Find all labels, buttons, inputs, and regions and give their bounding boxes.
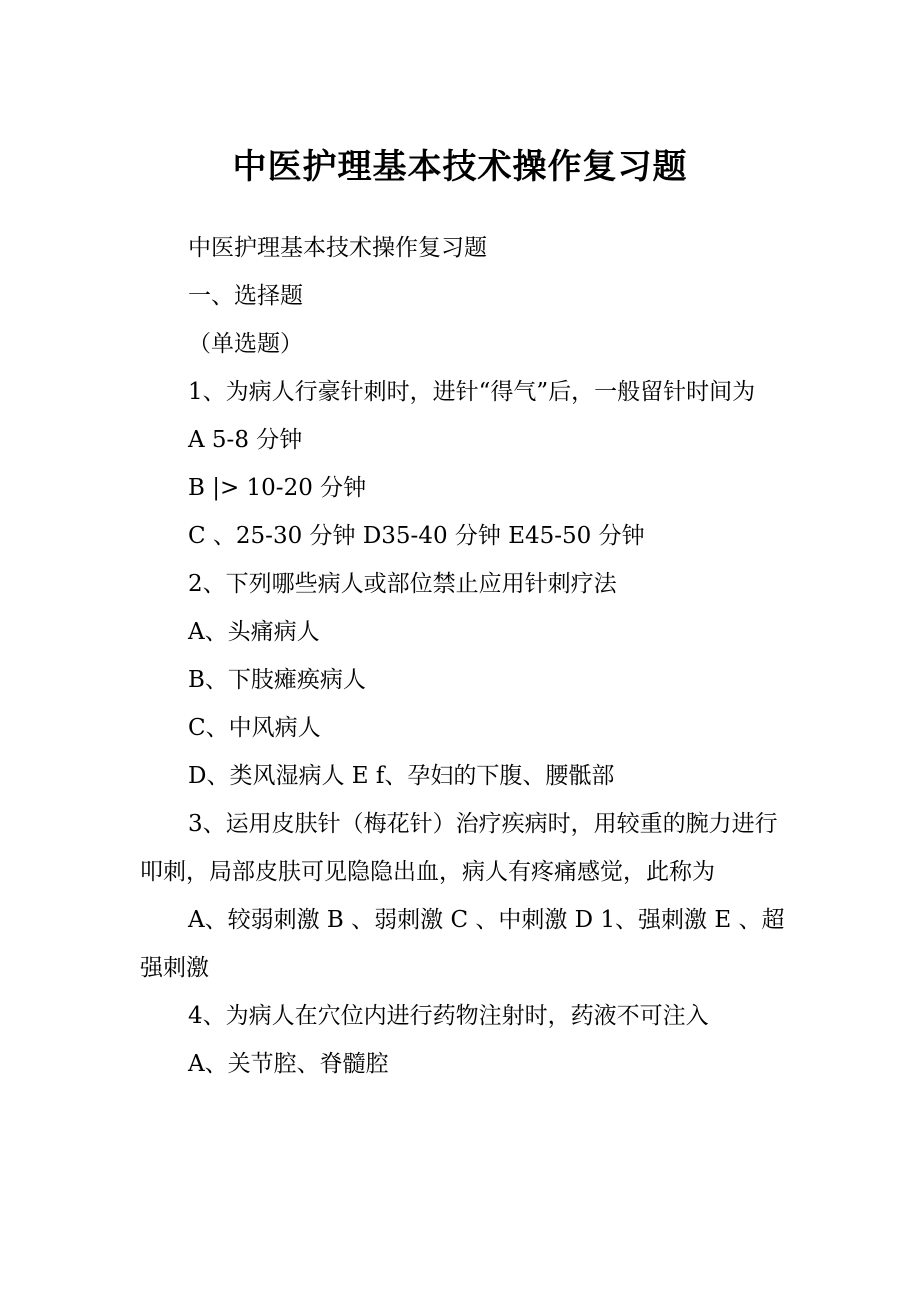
document-subtitle: 中医护理基本技术操作复习题 [188, 235, 487, 261]
question-1-option-c: C 、25-30 分钟 D35-40 分钟 E45-50 分钟 [188, 523, 645, 549]
question-1: 1、为病人行豪针刺时，进针“得气”后，一般留针时间为 [188, 379, 756, 405]
question-3-options: A、较弱刺激 B 、弱刺激 C 、中刺激 D 1、强刺激 E 、超强刺激 [140, 907, 785, 981]
question-2: 2、下列哪些病人或部位禁止应用针刺疗法 [188, 571, 617, 597]
question-2-option-a: A、头痛病人 [188, 619, 320, 645]
question-1-option-b: B |> 10-20 分钟 [188, 475, 367, 501]
document-title: 中医护理基本技术操作复习题 [232, 147, 688, 187]
document-body [140, 224, 785, 1088]
subsection-heading: （单选题） [188, 331, 303, 357]
question-3: 3、运用皮肤针（梅花针）治疗疾病时，用较重的腕力进行叩刺，局部皮肤可见隐隐出血，病人有疼痛感觉，此称为 [140, 811, 778, 885]
question-2-option-c: C、中风病人 [188, 715, 321, 741]
question-4: 4、为病人在穴位内进行药物注射时，药液不可注入 [188, 1003, 709, 1029]
question-2-option-d: D、类风湿病人 E f、孕妇的下腹、腰骶部 [188, 763, 615, 789]
question-1-option-a: A 5-8 分钟 [188, 427, 303, 453]
section-heading: 一、选择题 [188, 283, 303, 309]
question-2-option-b: B、下肢瘫痪病人 [188, 667, 366, 693]
question-4-option-a: A、关节腔、脊髓腔 [188, 1051, 389, 1077]
